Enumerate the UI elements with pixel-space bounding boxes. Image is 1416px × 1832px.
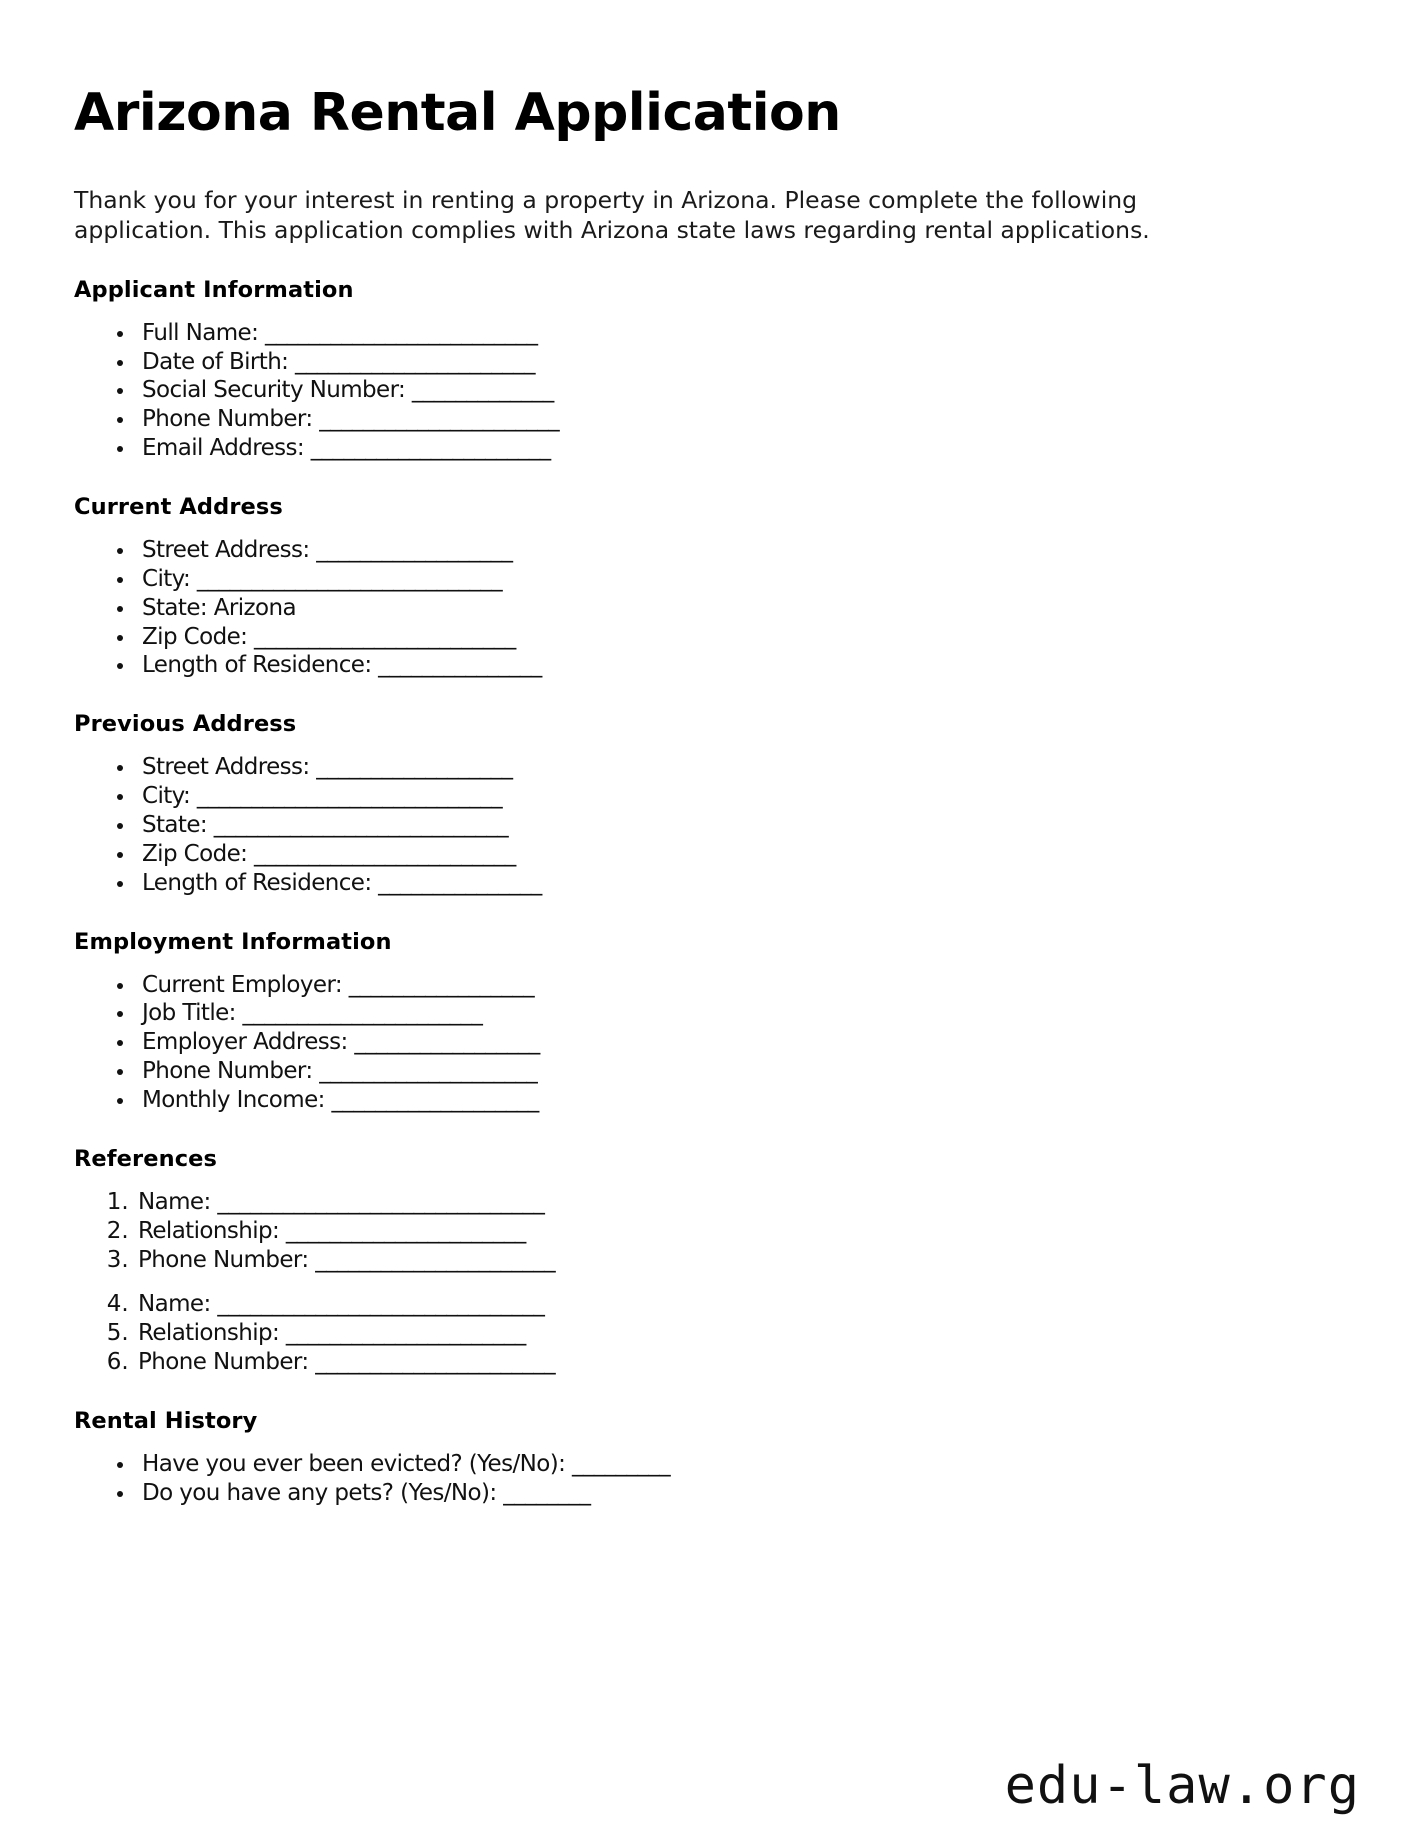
field-previous-length-of-residence: Length of Residence: _______________ bbox=[142, 869, 542, 896]
list-item bbox=[136, 565, 1342, 594]
field-employer-phone-number: Phone Number: ____________________ bbox=[142, 1058, 538, 1085]
field-previous-street-address: Street Address: __________________ bbox=[142, 754, 513, 781]
list-item bbox=[136, 1086, 1342, 1115]
field-reference-2-phone-number: Phone Number: ______________________ bbox=[138, 1349, 556, 1376]
field-list-rental-history bbox=[74, 1450, 1342, 1508]
field-current-zip-code: Zip Code: ________________________ bbox=[142, 623, 516, 650]
section-heading-applicant-information: Applicant Information bbox=[74, 276, 354, 303]
field-reference-2-name: Name: ______________________________ bbox=[138, 1291, 545, 1318]
list-item bbox=[136, 1348, 1342, 1377]
field-phone-number: Phone Number: ______________________ bbox=[142, 406, 560, 433]
list-item bbox=[136, 594, 1342, 623]
page-title: Arizona Rental Application bbox=[74, 83, 841, 143]
list-item bbox=[136, 434, 1342, 463]
field-social-security-number: Social Security Number: _____________ bbox=[142, 377, 554, 404]
list-item bbox=[136, 405, 1342, 434]
field-reference-2-relationship: Relationship: ______________________ bbox=[138, 1320, 526, 1347]
list-item bbox=[136, 782, 1342, 811]
list-item bbox=[136, 999, 1342, 1028]
section-heading-employment-information: Employment Information bbox=[74, 928, 392, 955]
field-list-previous-address bbox=[74, 753, 1342, 897]
field-reference-1-name: Name: ______________________________ bbox=[138, 1188, 545, 1215]
field-current-employer: Current Employer: _________________ bbox=[142, 971, 535, 998]
field-current-city: City: ____________________________ bbox=[142, 565, 503, 592]
list-item bbox=[136, 840, 1342, 869]
field-ever-evicted: Have you ever been evicted? (Yes/No): _________ bbox=[142, 1451, 671, 1478]
section-heading-rental-history: Rental History bbox=[74, 1408, 258, 1435]
list-item bbox=[136, 651, 1342, 680]
section-heading-references: References bbox=[74, 1145, 217, 1172]
field-list-references-second bbox=[74, 1290, 1342, 1377]
watermark-edu-law: edu-law.org bbox=[1004, 1756, 1360, 1816]
list-item bbox=[136, 1188, 1342, 1217]
list-item bbox=[136, 1319, 1342, 1348]
field-list-employment-information bbox=[74, 971, 1342, 1115]
field-monthly-income: Monthly Income: ___________________ bbox=[142, 1087, 539, 1114]
list-item bbox=[136, 971, 1342, 1000]
field-previous-zip-code: Zip Code: ________________________ bbox=[142, 840, 516, 867]
field-reference-1-relationship: Relationship: ______________________ bbox=[138, 1217, 526, 1244]
section-heading-current-address: Current Address bbox=[74, 493, 283, 520]
list-item bbox=[136, 1057, 1342, 1086]
field-current-street-address: Street Address: __________________ bbox=[142, 536, 513, 563]
list-item bbox=[136, 623, 1342, 652]
section-heading-previous-address: Previous Address bbox=[74, 711, 297, 738]
list-item bbox=[136, 753, 1342, 782]
list-item bbox=[136, 1450, 1342, 1479]
field-have-pets: Do you have any pets? (Yes/No): ________ bbox=[142, 1479, 591, 1506]
field-list-references-first bbox=[74, 1188, 1342, 1275]
list-item bbox=[136, 319, 1342, 348]
list-item bbox=[136, 536, 1342, 565]
list-item bbox=[136, 348, 1342, 377]
field-previous-state: State: ___________________________ bbox=[142, 812, 509, 838]
field-employer-address: Employer Address: _________________ bbox=[142, 1029, 540, 1056]
field-current-length-of-residence: Length of Residence: _______________ bbox=[142, 652, 542, 679]
field-previous-city: City: ____________________________ bbox=[142, 783, 503, 810]
list-item bbox=[136, 376, 1342, 405]
list-item bbox=[136, 1028, 1342, 1057]
field-list-current-address bbox=[74, 536, 1342, 680]
field-full-name: Full Name: _________________________ bbox=[142, 319, 538, 346]
field-list-applicant-information bbox=[74, 319, 1342, 463]
intro-paragraph: Thank you for your interest in renting a property in Arizona. Please complete the following application. This application complies with Arizona state laws regarding rental applications. bbox=[74, 185, 1150, 245]
list-item bbox=[136, 1217, 1342, 1246]
field-email-address: Email Address: ______________________ bbox=[142, 435, 551, 462]
list-item bbox=[136, 1479, 1342, 1508]
list-item bbox=[136, 869, 1342, 898]
list-item bbox=[136, 811, 1342, 840]
field-current-state: State: Arizona bbox=[142, 594, 296, 621]
field-reference-1-phone-number: Phone Number: ______________________ bbox=[138, 1246, 556, 1273]
field-date-of-birth: Date of Birth: ______________________ bbox=[142, 348, 535, 375]
list-item bbox=[136, 1246, 1342, 1275]
field-job-title: Job Title: ______________________ bbox=[142, 1000, 483, 1027]
list-item bbox=[136, 1290, 1342, 1319]
